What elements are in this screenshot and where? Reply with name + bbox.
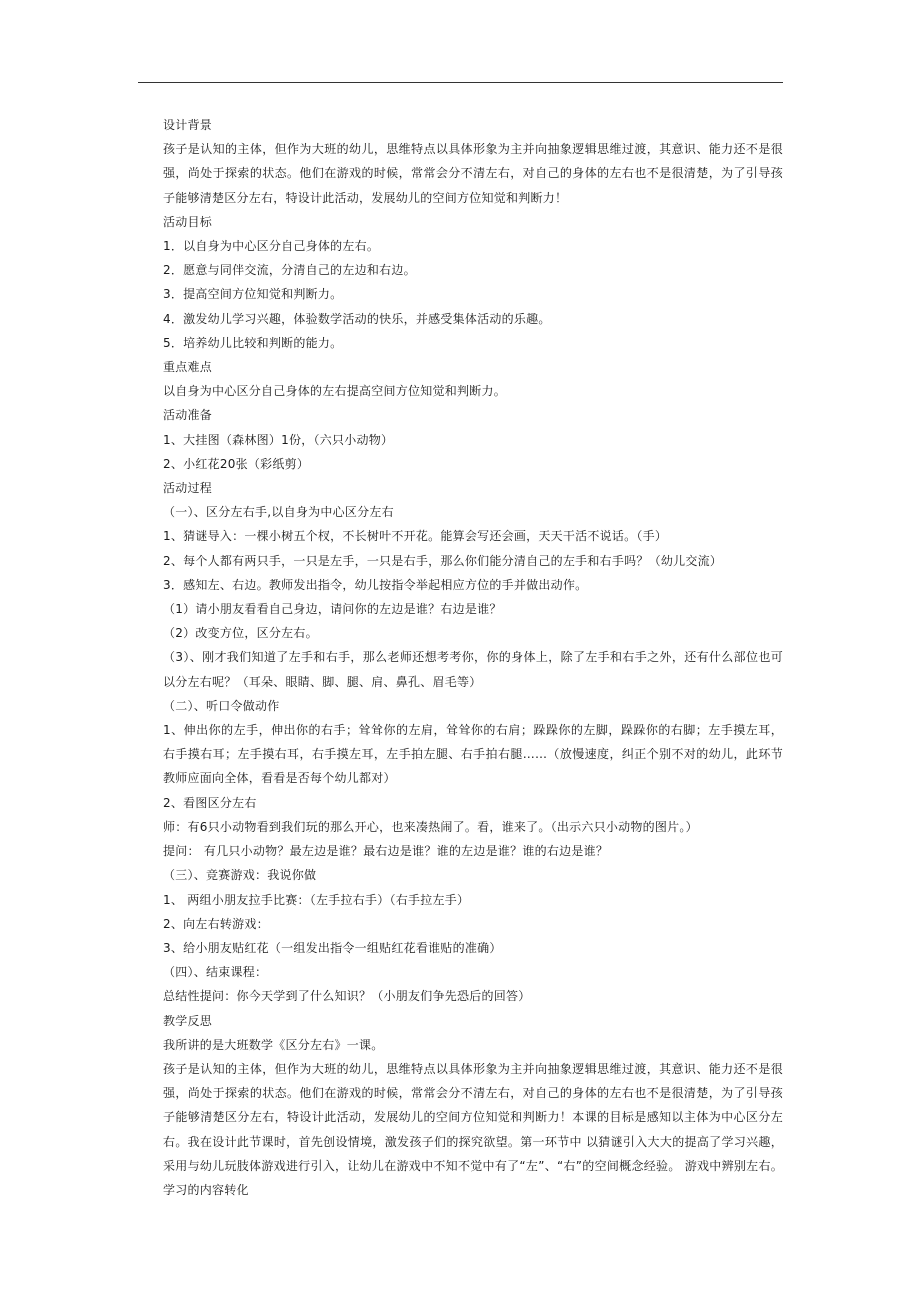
doc-line: （三）、竞赛游戏：我说你做 [163, 868, 317, 883]
doc-line: 2、看图区分左右 [163, 795, 257, 810]
doc-line: 教学反思 [163, 1013, 213, 1028]
doc-line: 4．激发幼儿学习兴趣，体验数学活动的快乐，并感受集体活动的乐趣。 [163, 311, 551, 326]
doc-line: 1、大挂图（森林图）1份，（六只小动物） [163, 432, 394, 447]
doc-line: 师：有6只小动物看到我们玩的那么开心，也来凑热闹了。看，谁来了。（出示六只小动物的图片。） [163, 819, 698, 834]
doc-line: 1、 两组小朋友拉手比赛：（左手拉右手）（右手拉左手） [163, 892, 470, 907]
doc-line: 5．培养幼儿比较和判断的能力。 [163, 335, 343, 350]
doc-line: 3．感知左、右边。教师发出指令，幼儿按指令举起相应方位的手并做出动作。 [163, 577, 588, 592]
doc-line: 我所讲的是大班数学《区分左右》一课。 [163, 1037, 384, 1052]
doc-line: 提问： 有几只小动物？最左边是谁？最右边是谁？谁的左边是谁？谁的右边是谁？ [163, 844, 609, 859]
doc-line: 2、向左右转游戏： [163, 916, 269, 931]
doc-line: 3．提高空间方位知觉和判断力。 [163, 287, 343, 302]
doc-line: 活动准备 [163, 408, 213, 423]
doc-line: 总结性提问：你今天学到了什么知识？（小朋友们争先恐后的回答） [163, 989, 531, 1004]
document-body [138, 113, 783, 1202]
doc-line: （四）、结束课程： [163, 965, 268, 980]
doc-line: （3）、刚才我们知道了左手和右手，那么老师还想考考你，你的身体上，除了左手和右手之外，还有什么部位也可以分左右呢？（耳朵、眼睛、脚、腿、肩、鼻孔、眉毛等） [163, 650, 783, 689]
doc-line: 设计背景 [163, 118, 213, 132]
doc-line: 活动目标 [163, 214, 213, 229]
doc-line: 2．愿意与同伴交流，分清自己的左边和右边。 [163, 263, 416, 278]
doc-line: 3、给小朋友贴红花（一组发出指令一组贴红花看谁贴的准确） [163, 940, 502, 955]
doc-line: 以自身为中心区分自己身体的左右提高空间方位知觉和判断力。 [163, 384, 507, 399]
doc-line: 活动过程 [163, 481, 213, 496]
doc-line: 重点难点 [163, 360, 213, 375]
doc-line: 孩子是认知的主体，但作为大班的幼儿，思维特点以具体形象为主并向抽象逻辑思维过渡，其意识、能力还不是很强，尚处于探索的状态。他们在游戏的时候，常常会分不清左右，对自己的身体的左右也不是很清楚，为了引导孩子能够清楚区分左右，特设计此活动，发展幼儿的空间方位知觉和判断力！ [163, 142, 783, 205]
doc-line: 1、猜谜导入：一棵小树五个杈，不长树叶不开花。能算会写还会画，天天干活不说话。（手） [163, 529, 668, 544]
doc-line: 2、每个人都有两只手，一只是左手，一只是右手，那么你们能分清自己的左手和右手吗？（幼儿交流） [163, 553, 723, 568]
doc-line: 孩子是认知的主体，但作为大班的幼儿，思维特点以具体形象为主并向抽象逻辑思维过渡，其意识、能力还不是很强，尚处于探索的状态。他们在游戏的时候，常常会分不清左右，对自己的身体的左右也不是很清楚，为了引导孩子能够清楚区分左右，特设计此活动，发展幼儿的空间方位知觉和判断力！本课的目标是感知以主体为中心区分左右。我在设计此节课时，首先创设情境，激发孩子们的探究欲望。第一环节中 以猜谜引入大大的提高了学习兴趣，采用与幼儿玩肢体游戏进行引入，让幼儿在游戏中不知不觉中有了“左”、“右”的空间概念经验。 游戏中辨别左右。学习的内容转化 [163, 1061, 783, 1197]
doc-line: 1．以自身为中心区分自己身体的左右。 [163, 239, 380, 254]
doc-line: 2、小红花20张（彩纸剪） [163, 456, 310, 471]
doc-line: （二）、听口令做动作 [163, 698, 280, 713]
doc-line: 1、伸出你的左手，伸出你的右手；耸耸你的左肩，耸耸你的右肩；跺跺你的左脚，跺跺你的右脚；左手摸左耳，右手摸右耳；左手摸右耳，右手摸左耳，左手拍左腿、右手拍右腿……（放慢速度，纠正个别不对的幼儿，此环节教师应面向全体，看看是否每个幼儿都对） [163, 723, 783, 786]
doc-line: （1）请小朋友看看自己身边，请问你的左边是谁？右边是谁？ [163, 602, 502, 617]
header-rule [138, 82, 783, 83]
doc-line: （一）、区分左右手,以自身为中心区分左右 [163, 505, 394, 520]
doc-line: （2）改变方位，区分左右。 [163, 626, 318, 641]
